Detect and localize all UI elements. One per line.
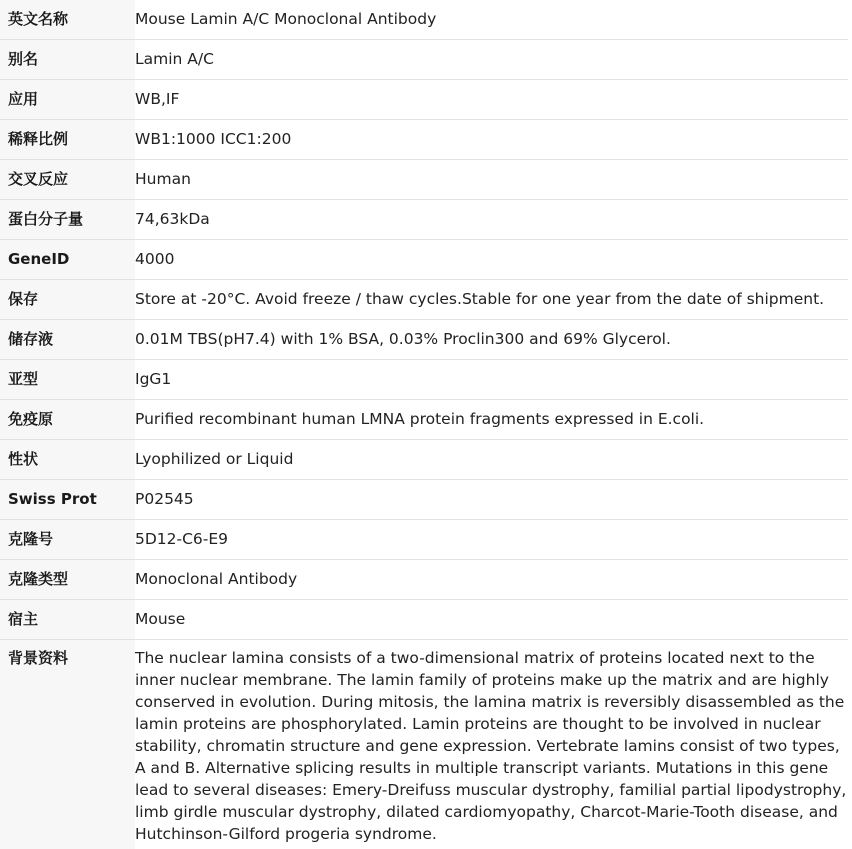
spec-row-isotype xyxy=(0,360,848,400)
spec-row-swiss-prot xyxy=(0,480,848,520)
spec-label: 稀释比例 xyxy=(0,120,135,160)
spec-value: Mouse xyxy=(135,600,848,640)
spec-row-english-name xyxy=(0,0,848,40)
spec-value: Purified recombinant human LMNA protein fragments expressed in E.coli. xyxy=(135,400,848,440)
spec-row-gene-id xyxy=(0,240,848,280)
spec-row-immunogen xyxy=(0,400,848,440)
spec-label: 宿主 xyxy=(0,600,135,640)
spec-value: Monoclonal Antibody xyxy=(135,560,848,600)
spec-value: 74,63kDa xyxy=(135,200,848,240)
spec-value: WB,IF xyxy=(135,80,848,120)
spec-label: 背景资料 xyxy=(0,640,135,849)
spec-row-dilution xyxy=(0,120,848,160)
spec-value: Store at -20°C. Avoid freeze / thaw cycles.Stable for one year from the date of shipment. xyxy=(135,280,848,320)
spec-value-background: The nuclear lamina consists of a two-dimensional matrix of proteins located next to the inner nuclear membrane. The lamin family of proteins make up the matrix and are highly conserved in evolution. During mitosis, the lamina matrix is reversibly disassembled as the lamin proteins are phosphorylated. Lamin proteins are thought to be involved in nuclear stability, chromatin structure and gene expression. Vertebrate lamins consist of two types, A and B. Alternative splicing results in multiple transcript variants. Mutations in this gene lead to several diseases: Emery-Dreifuss muscular dystrophy, familial partial lipodystrophy, limb girdle muscular dystrophy, dilated cardiomyopathy, Charcot-Marie-Tooth disease, and Hutchinson-Gilford progeria syndrome. xyxy=(135,640,848,849)
spec-label: 蛋白分子量 xyxy=(0,200,135,240)
spec-value: WB1:1000 ICC1:200 xyxy=(135,120,848,160)
spec-label: 克隆类型 xyxy=(0,560,135,600)
spec-row-clonality xyxy=(0,560,848,600)
spec-value: 4000 xyxy=(135,240,848,280)
spec-row-form xyxy=(0,440,848,480)
spec-row-alias xyxy=(0,40,848,80)
spec-label: 免疫原 xyxy=(0,400,135,440)
spec-value: 0.01M TBS(pH7.4) with 1% BSA, 0.03% Proclin300 and 69% Glycerol. xyxy=(135,320,848,360)
spec-value: Mouse Lamin A/C Monoclonal Antibody xyxy=(135,0,848,40)
spec-row-molecular-weight xyxy=(0,200,848,240)
spec-value: 5D12-C6-E9 xyxy=(135,520,848,560)
spec-row-application xyxy=(0,80,848,120)
spec-label: 亚型 xyxy=(0,360,135,400)
spec-value: Lyophilized or Liquid xyxy=(135,440,848,480)
spec-row-clone-number xyxy=(0,520,848,560)
spec-label: 英文名称 xyxy=(0,0,135,40)
spec-label: 别名 xyxy=(0,40,135,80)
spec-row-buffer xyxy=(0,320,848,360)
spec-label: 保存 xyxy=(0,280,135,320)
spec-value: IgG1 xyxy=(135,360,848,400)
spec-value: Human xyxy=(135,160,848,200)
spec-label: GeneID xyxy=(0,240,135,280)
spec-value: P02545 xyxy=(135,480,848,520)
spec-label: 性状 xyxy=(0,440,135,480)
spec-label: 交叉反应 xyxy=(0,160,135,200)
spec-row-background xyxy=(0,640,848,849)
spec-label: 应用 xyxy=(0,80,135,120)
spec-label: Swiss Prot xyxy=(0,480,135,520)
spec-row-reactivity xyxy=(0,160,848,200)
spec-label: 克隆号 xyxy=(0,520,135,560)
spec-row-storage xyxy=(0,280,848,320)
spec-row-host xyxy=(0,600,848,640)
spec-label: 储存液 xyxy=(0,320,135,360)
spec-value: Lamin A/C xyxy=(135,40,848,80)
